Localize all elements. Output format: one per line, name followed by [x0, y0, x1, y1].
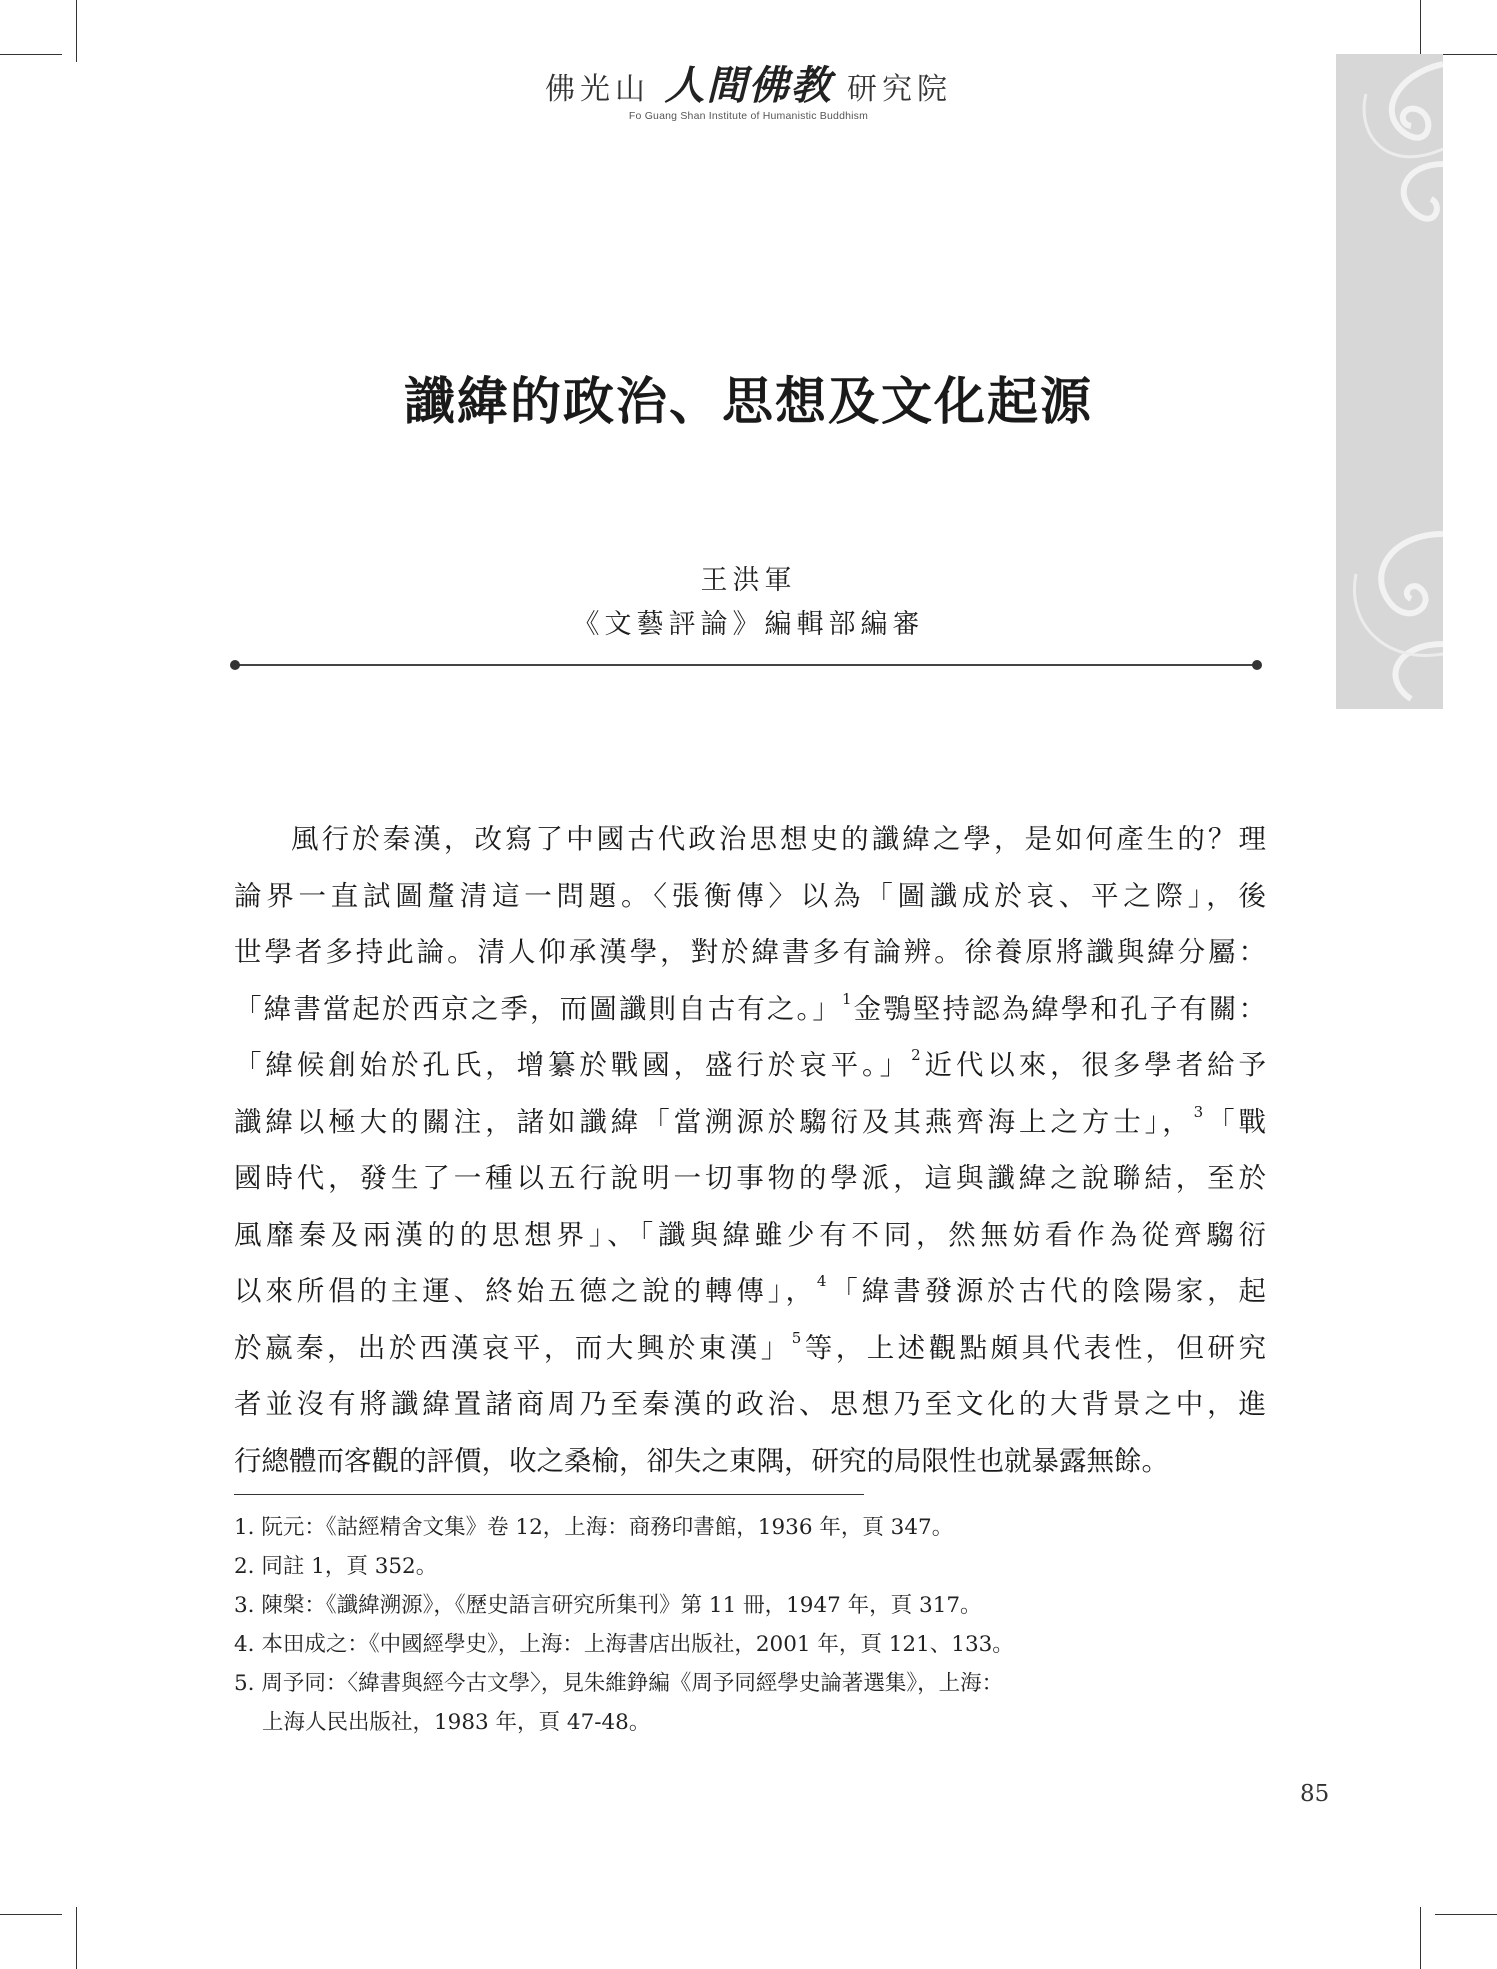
body-line: 讖緯以極大的關注，諸如讖緯「當溯源於騶衍及其燕齊海上之方士」，$^3$「戰 — [234, 1102, 1267, 1138]
institute-script-logo: 人間佛教 — [664, 62, 833, 109]
footnotes — [234, 1508, 1274, 1742]
body-line: 「緯候創始於孔氏，增纂於戰國，盛行於哀平。」$^2$近代以來，很多學者給予 — [234, 1046, 1267, 1081]
footnote-ref[interactable]: 3 — [1193, 1102, 1204, 1121]
body-line: 論界一直試圖釐清這一問題。〈張衡傳〉以為「圖讖成於哀、平之際」，後 — [234, 879, 1266, 912]
crop-mark — [0, 1914, 62, 1915]
footnote-ref[interactable]: 5 — [791, 1328, 802, 1347]
crop-mark — [76, 0, 77, 62]
footnote-ref[interactable]: 2 — [911, 1046, 921, 1064]
article-title: 讖緯的政治、思想及文化起源 — [403, 372, 1093, 432]
body-paragraph — [234, 811, 1266, 1489]
crop-mark — [76, 1907, 77, 1969]
institute-prefix: 佛光山 — [544, 72, 650, 107]
body-line: 國時代，發生了一種以五行說明一切事物的學派，這與讖緯之說聯結，至於 — [234, 1162, 1266, 1194]
institute-name — [0, 62, 1497, 110]
body-line: 行總體而客觀的評價，收之桑榆，卻失之東隅，研究的局限性也就暴露無餘。 — [234, 1444, 1169, 1477]
body-line: 以來所倡的主運、終始五德之說的轉傳」，$^4$「緯書發源於古代的陰陽家，起 — [234, 1272, 1267, 1307]
author-affiliation: 《文藝評論》編輯部編審 — [572, 609, 925, 640]
title-divider — [230, 658, 1262, 672]
body-line: 「緯書當起於西京之季，而圖讖則自古有之。」$^1$金鶚堅持認為緯學和孔子有關： — [234, 989, 1267, 1025]
crop-mark — [1420, 1907, 1421, 1969]
page-number: 85 — [1300, 1781, 1330, 1807]
running-header — [0, 62, 1497, 122]
article-author: 王洪軍 — [700, 565, 797, 596]
body-line: 者並沒有將讖緯置諸商周乃至秦漢的政治、思想乃至文化的大背景之中，進 — [234, 1388, 1266, 1420]
footnote-ref[interactable]: 1 — [841, 989, 852, 1008]
footnote-divider — [234, 1494, 864, 1495]
footnote: 4. 本田成之：《中國經學史》，上海：上海書店出版社，2001 年，頁 121、133。 — [234, 1632, 1014, 1657]
body-line: 風行於秦漢，改寫了中國古代政治思想史的讖緯之學，是如何產生的？理 — [291, 823, 1266, 855]
footnote-continuation: 上海人民出版社，1983 年，頁 47-48。 — [262, 1710, 651, 1735]
body-line: 世學者多持此論。清人仰承漢學，對於緯書多有論辨。徐養原將讖與緯分屬： — [234, 936, 1266, 968]
body-line: 於嬴秦，出於西漢哀平，而大興於東漢」$^5$等，上述觀點頗具代表性，但研究 — [234, 1328, 1267, 1364]
footnote: 1. 阮元：《詁經精舍文集》卷 12，上海：商務印書館，1936 年，頁 347。 — [234, 1515, 954, 1540]
institute-english-name: Fo Guang Shan Institute of Humanistic Buddhism — [628, 110, 869, 122]
crop-mark — [1420, 0, 1421, 62]
footnote: 3. 陳槃：《讖緯溯源》，《歷史語言研究所集刊》第 11 冊，1947 年，頁 317。 — [234, 1593, 982, 1618]
crop-mark — [0, 54, 62, 55]
body-line: 風靡秦及兩漢的的思想界」、「讖與緯雖少有不同，然無妨看作為從齊騶衍 — [234, 1218, 1266, 1251]
footnote: 5. 周予同：〈緯書與經今古文學〉，見朱維錚編《周予同經學史論著選集》，上海： — [234, 1671, 1004, 1696]
crop-mark — [1435, 54, 1497, 55]
institute-suffix: 研究院 — [847, 72, 953, 107]
footnote-ref[interactable]: 4 — [816, 1272, 827, 1290]
footnote: 2. 同註 1，頁 352。 — [234, 1554, 438, 1579]
crop-mark — [1435, 1914, 1497, 1915]
